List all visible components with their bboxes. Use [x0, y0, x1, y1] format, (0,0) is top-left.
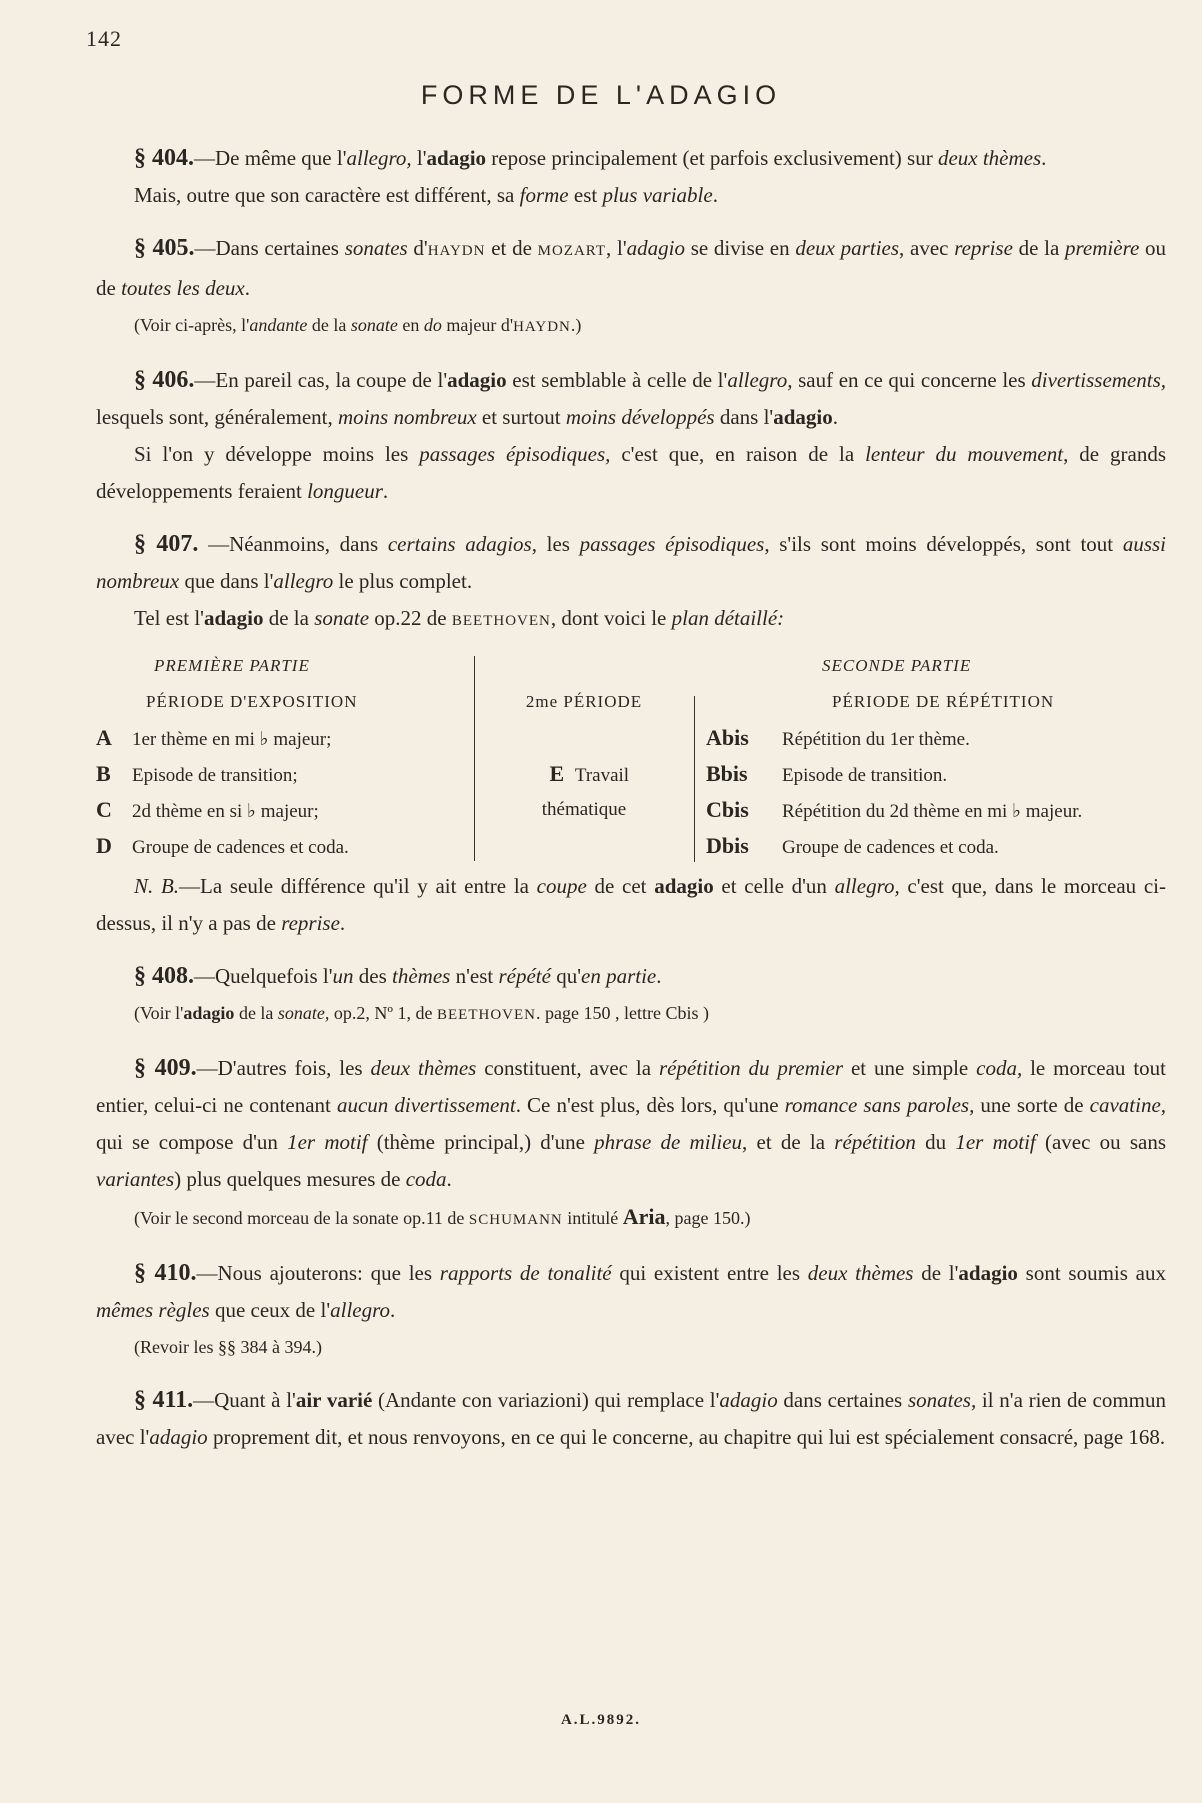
- plan-part-3: [706, 648, 1202, 864]
- page-body: [96, 140, 1166, 1456]
- part-heading: SECONDE PARTIE: [822, 656, 972, 675]
- period-heading: PÉRIODE DE RÉPÉTITION: [832, 692, 1055, 711]
- plan-row: [706, 756, 1202, 792]
- plan-part-2: [474, 648, 694, 828]
- section-406-paragraph-2: Si l'on y développe moins les passages épisodiques, c'est que, en raison de la lenteur du mouvement, de grands développements feraient longueur.: [96, 442, 1166, 503]
- section-410-note: (Revoir les §§ 384 à 394.): [134, 1337, 322, 1357]
- section-405: § 405.—Dans certaines sonates d'HAYDN et de MOZART, l'adagio se divise en deux parties, avec reprise de la première ou de toutes les deux.: [96, 235, 1166, 300]
- section-405-note: (Voir ci-après, l'andante de la sonate en do majeur d'HAYDN.): [134, 315, 582, 335]
- plan-row: [96, 792, 466, 828]
- section-407-paragraph-2: Tel est l'adagio de la sonate op.22 de BEETHOVEN, dont voici le plan détaillé:: [134, 606, 785, 630]
- section-408-note: (Voir l'adagio de la sonate, op.2, Nº 1, de BEETHOVEN. page 150 , lettre Cbis ): [134, 1003, 709, 1023]
- plan-table: [96, 648, 1166, 868]
- plan-row: [96, 828, 466, 864]
- period-heading: PÉRIODE D'EXPOSITION: [146, 692, 358, 711]
- plate-number: A.L.9892.: [560, 1712, 642, 1728]
- column-divider: [694, 696, 695, 862]
- plan-row: E Travail: [474, 756, 694, 792]
- section-410: § 410.—Nous ajouterons: que les rapports de tonalité qui existent entre les deux thèmes de l'adagio sont soumis aux mêmes règles que ceux de l'allegro.: [96, 1260, 1167, 1322]
- row-letter: C: [96, 797, 112, 822]
- section-408: § 408.—Quelquefois l'un des thèmes n'est répété qu'en partie.: [134, 963, 662, 989]
- section-mark: § 404.: [134, 145, 194, 171]
- plan-row-continuation: thématique: [541, 799, 627, 820]
- row-text: Répétition du 2d thème en mi ♭ majeur.: [782, 801, 1083, 822]
- row-letter: Dbis: [706, 833, 749, 858]
- plan-row: [96, 756, 466, 792]
- row-text: Répétition du 1er thème.: [782, 729, 970, 750]
- plan-row: [706, 828, 1202, 864]
- row-letter: Abis: [706, 725, 749, 750]
- row-text: 1er thème en mi ♭ majeur;: [132, 729, 332, 750]
- part-1-rows: [96, 720, 466, 864]
- row-text: Groupe de cadences et coda.: [132, 837, 349, 858]
- period-heading: 2me PÉRIODE: [525, 692, 643, 711]
- row-text: Episode de transition.: [782, 765, 948, 786]
- section-411: § 411.—Quant à l'air varié (Andante con variazioni) qui remplace l'adagio dans certaines sonates, il n'a rien de commun avec l'adagio proprement dit, et nous renvoyons, en ce qui le concerne, au chapitre qui lui est spécialement consacré, page 168.: [96, 1387, 1166, 1449]
- section-404-paragraph-2: Mais, outre que son caractère est différent, sa forme est plus variable.: [134, 183, 718, 207]
- row-text: Episode de transition;: [132, 765, 298, 786]
- row-letter: Bbis: [706, 761, 748, 786]
- row-letter: B: [96, 761, 111, 786]
- plan-row: [706, 720, 1202, 756]
- row-text: Groupe de cadences et coda.: [782, 837, 999, 858]
- row-letter: A: [96, 725, 112, 750]
- page-number: 142: [86, 26, 122, 51]
- section-407: § 407. —Néanmoins, dans certains adagios, les passages épisodiques, s'ils sont moins développés, sont tout aussi nombreux que dans l'allegro le plus complet.: [96, 531, 1167, 593]
- row-letter: D: [96, 833, 112, 858]
- section-409: § 409.—D'autres fois, les deux thèmes constituent, avec la répétition du premier et une simple coda, le morceau tout entier, celui-ci ne contenant aucun divertissement. Ce n'est plus, dès lors, qu'une romance sans paroles, une sorte de cavatine, qui se compose d'un 1er motif (thème principal,) d'une phrase de milieu, et de la répétition du 1er motif (avec ou sans variantes) plus quelques mesures de coda.: [96, 1055, 1167, 1191]
- plan-row: [96, 720, 466, 756]
- plan-row: [706, 792, 1202, 828]
- part-heading: PREMIÈRE PARTIE: [154, 656, 310, 675]
- page-title: FORME DE L'ADAGIO: [420, 80, 782, 110]
- section-404: § 404.—De même que l'allegro, l'adagio repose principalement (et parfois exclusivement) sur deux thèmes.: [134, 145, 1047, 171]
- part-3-rows: [706, 720, 1202, 864]
- row-letter: Cbis: [706, 797, 749, 822]
- plan-part-1: [96, 648, 466, 864]
- row-letter: E: [549, 761, 565, 786]
- section-406: § 406.—En pareil cas, la coupe de l'adagio est semblable à celle de l'allegro, sauf en ce qui concerne les divertissements, lesquels sont, généralement, moins nombreux et surtout moins développés dans l'adagio.: [96, 367, 1167, 429]
- nota-bene: N. B.—La seule différence qu'il y ait entre la coupe de cet adagio et celle d'un allegro, c'est que, dans le morceau ci-dessus, il n'y a pas de reprise.: [96, 874, 1166, 935]
- section-409-note: (Voir le second morceau de la sonate op.11 de SCHUMANN intitulé Aria, page 150.): [134, 1204, 751, 1229]
- row-text: 2d thème en si ♭ majeur;: [132, 801, 319, 822]
